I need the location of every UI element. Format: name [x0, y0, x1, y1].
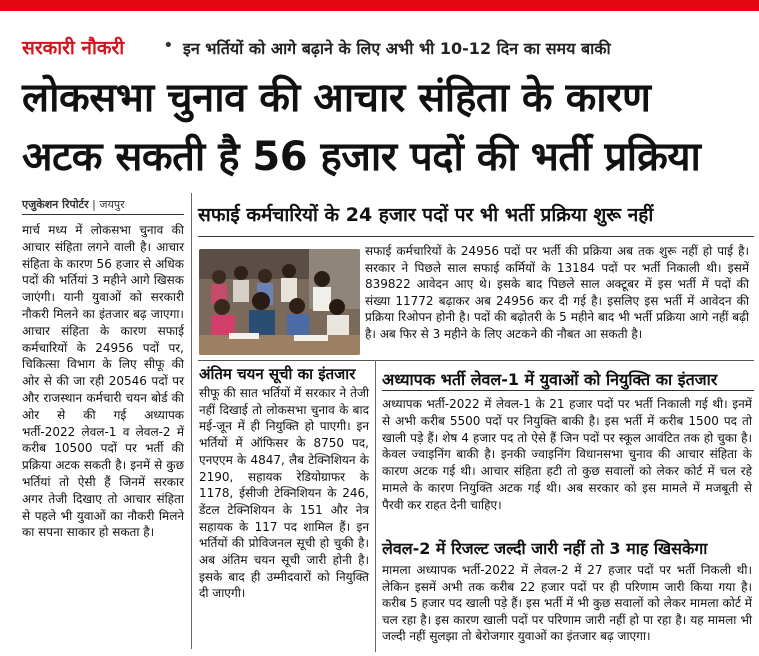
column-divider-right [375, 360, 376, 652]
safai-paragraph: सफाई कर्मचारियों के 24956 पदों पर भर्ती की प्रक्रिया अब तक शुरू नहीं हो पाई है। सरकार ने पिछले साल सफाई कर्मियों के 13184 पदों पर भर्ती निकाली थी। इसमें 839822 आवेदन आए थे। इसके बाद पिछले साल अक्टूबर में इस भर्ती में पदों की संख्या 11772 बढ़ाकर अब 24956 कर दी गई है। इसलिए इस भर्ती में आवेदन की प्रक्रिया रिओपन होनी है। पदों की बढ़ोतरी के 5 महीने बाद भी भर्ती प्रक्रिया आगे नहीं बढ़ी है। अब फिर से 3 महीने के लिए अटकने की नौबत आ सकती है। [365, 244, 749, 341]
byline-divider: | [92, 198, 100, 211]
tag-separator: • [163, 35, 174, 56]
headline-line-1: लोकसभा चुनाव की आचार संहिता के कारण [22, 75, 651, 121]
byline-location: जयपुर [99, 198, 125, 211]
level1-heading-rule [382, 390, 754, 391]
chayan-paragraph: सीफू की सात भर्तियों में सरकार ने तेजी नहीं दिखाई तो लोकसभा चुनाव के बाद मई-जून में ही नियुक्ति हो पाएगी। इन भर्तियों में ऑफिसर के 8750 पद, एनएएम के 4847, लैब टेक्निशियन के 2190, सहायक रेडियोग्राफर के 1178, ईसीजी टेक्निशियन के 246, डेंटल टेक्निशियन के 151 और नेत्र सहायक के 117 पद शामिल हैं। इन भर्तियों की प्रोविजनल सूची हो चुकी है। अब अंतिम चयन सूची जारी होनी है। इसके बाद ही उम्मीदवारों को नियुक्ति दी जाएगी। [199, 386, 369, 601]
safai-section-heading: सफाई कर्मचारियों के 24 हजार पदों पर भी भर्ती प्रक्रिया शुरू नहीं [198, 204, 654, 226]
classroom-photo [199, 249, 360, 355]
byline-reporter: एजुकेशन रिपोर्टर [22, 198, 89, 211]
classroom-photo-illustration [199, 249, 360, 355]
level2-paragraph: मामला अध्यापक भर्ती-2022 में लेवल-2 में 27 हजार पदों पर भर्ती निकली थी। लेकिन इसमें अभी तक करीब 22 हजार पदों पर ही परिणाम जारी किया गया है। करीब 5 हजार पद खाली पड़े हैं। इस भर्ती में भी कुछ सवालों को लेकर मामला कोर्ट में चल रहा है। इस कारण खाली पदों पर परिणाम जारी नहीं हो पा रहा है। यह मामला भी जल्दी नहीं सुलझा तो बेरोजगार युवाओं का इंतजार बढ़ जाएगा। [382, 563, 752, 643]
left-column-text [22, 222, 184, 541]
column-divider-left [191, 193, 192, 649]
chayan-section-heading: अंतिम चयन सूची का इंतजार [199, 365, 356, 383]
subheadline: इन भर्तियों को आगे बढ़ाने के लिए अभी भी 10-12 दिन का समय बाकी [183, 39, 611, 58]
level1-section-text [382, 396, 752, 514]
chayan-section-text [199, 385, 369, 602]
top-red-bar [0, 0, 759, 11]
byline [22, 197, 125, 212]
level1-paragraph: अध्यापक भर्ती-2022 में लेवल-1 के 21 हजार पदों पर भर्ती निकाली गई थी। इनमें से अभी करीब 5500 पदों पर नियुक्ति बाकी है। इस भर्ती में करीब 1500 पद तो खाली पड़े हैं। शेष 4 हजार पद तो ऐसे हैं जिन पदों पर स्कूल आवंटित तक हो चुका है। केवल ज्वाइनिंग बाकी है। इनकी ज्वाइनिंग विधानसभा चुनाव की आचार संहिता के कारण अटक गई थी। आचार संहिता हटी तो कुछ सवालों को लेकर कोर्ट में चल रहे मामले के कारण नियुक्ति अटक गई थी। अब सरकार को इस मामले में मजबूती से पैरवी कर राहत देनी चाहिए। [382, 397, 752, 512]
headline-line-2: अटक सकती है 56 हजार पदों की भर्ती प्रक्रिया [22, 134, 701, 180]
section-tag: सरकारी नौकरी [22, 37, 125, 59]
level1-section-heading: अध्यापक भर्ती लेवल-1 में युवाओं को नियुक्ति का इंतजार [382, 370, 718, 389]
section-divider-horizontal [198, 360, 754, 361]
safai-section-text [365, 243, 749, 342]
safai-heading-rule [198, 236, 754, 237]
level2-section-text [382, 562, 752, 645]
left-column-paragraph: मार्च मध्य में लोकसभा चुनाव की आचार संहिता लगने वाली है। आचार संहिता के कारण 56 हजार से अधिक पदों की भर्तियां 3 महीने आगे खिसक जाएंगी। यानी युवाओं को सरकारी नौकरी मिलने का इंतजार बढ़ जाएगा। आचार संहिता के कारण सफाई कर्मचारियों के 24956 पदों पर, चिकित्सा विभाग के लिए सीफू की ओर से की जा रही 20546 पदों पर और राजस्थान कर्मचारी चयन बोर्ड की ओर से की गई अध्यापक भर्ती-2022 लेवल-1 व लेवल-2 में करीब 10500 पदों पर भर्ती की प्रक्रिया अटक सकती है। इनमें से कुछ भर्तियां तो ऐसी हैं जिनमें सरकार अगर तेजी दिखाए तो आचार संहिता से पहले भी युवाओं का नौकरी मिलने का सपना साकार हो सकता है। [22, 223, 184, 540]
byline-rule [22, 214, 184, 215]
level2-section-heading: लेवल-2 में रिजल्ट जल्दी जारी नहीं तो 3 माह खिसकेगा [382, 539, 708, 558]
